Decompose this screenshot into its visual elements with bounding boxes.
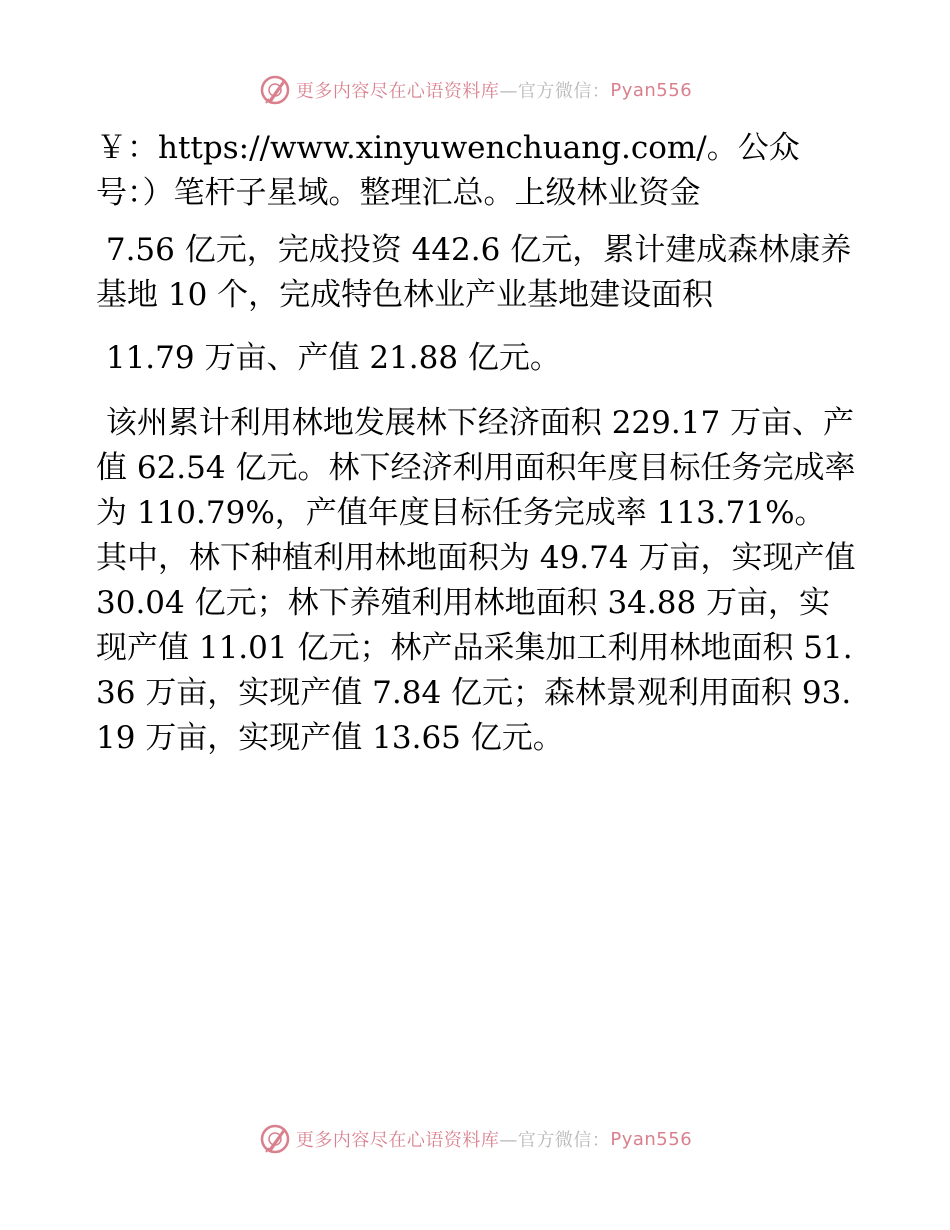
paragraph-3: 11.79 万亩、产值 21.88 亿元。 [96,340,561,376]
watermark-wechat-id: Pyan556 [610,1128,693,1150]
quill-seal-icon [258,1122,292,1156]
paragraph-2: 7.56 亿元，完成投资 442.6 亿元，累计建成森林康养基地 10 个，完成特色林业产业基地建设面积 [96,232,852,313]
quill-seal-icon [258,73,292,107]
watermark-brand-text: 更多内容尽在心语资料库 [295,81,500,102]
header-watermark [0,72,950,108]
document-body [96,126,866,761]
paragraph-1: ￥：https://www.xinyuwenchuang.com/。公众号：）笔杆子星域。整理汇总。上级林业资金 [96,130,800,211]
watermark-wechat-id: Pyan556 [610,79,693,101]
watermark-separator-text: —官方微信： [499,1130,611,1151]
paragraph-4: 该州累计利用林地发展林下经济面积 229.17 万亩、产值 62.54 亿元。林下经济利用面积年度目标任务完成率为 110.79%，产值年度目标任务完成率 113.71%。其中，林下种植利用林地面积为 49.74 万亩，实现产值 30.04 亿元；林下养殖利用林地面积 34.88 万亩，实现产值 11.01 亿元；林产品采集加工利用林地面积 51.36 万亩，实现产值 7.84 亿元；森林景观利用面积 93.19 万亩，实现产值 13.65 亿元。 [96,405,866,756]
watermark-separator-text: —官方微信： [499,81,611,102]
watermark-brand-text: 更多内容尽在心语资料库 [295,1130,500,1151]
footer-watermark [0,1121,950,1157]
